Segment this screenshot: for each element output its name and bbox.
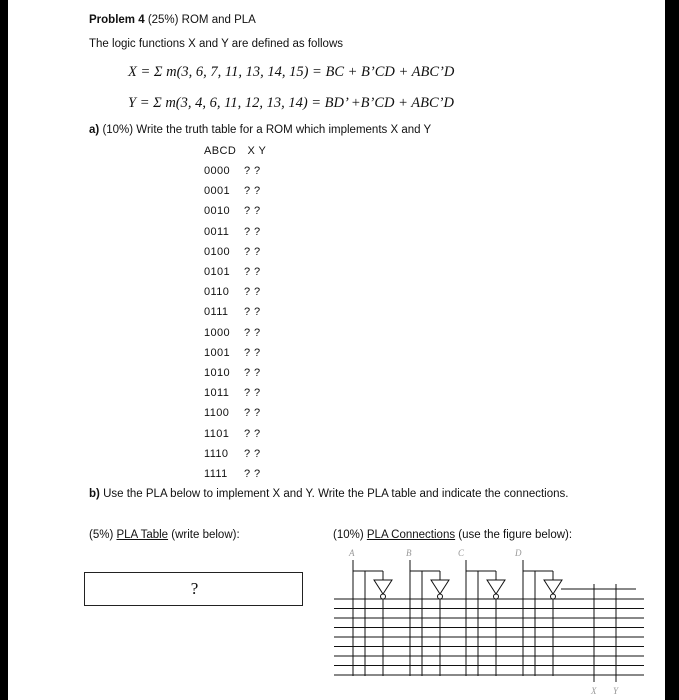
pla-connections-caption	[333, 529, 572, 541]
inverter-triangle	[544, 580, 562, 594]
problem-subtitle: (25%) ROM and PLA	[147, 14, 256, 26]
problem-heading	[89, 14, 256, 26]
input-label-b: B	[406, 548, 412, 558]
truth-table-row	[204, 387, 261, 399]
truth-table-row	[204, 286, 261, 298]
part-b-label: b)	[89, 488, 100, 500]
pla-table-suffix: (write below):	[168, 529, 240, 541]
truth-row-input: 0110	[204, 286, 230, 299]
truth-row-output: ? ?	[244, 165, 261, 177]
truth-row-input: 0111	[204, 306, 229, 319]
truth-table-row	[204, 428, 261, 440]
truth-table-row	[204, 226, 261, 238]
truth-row-input: 1001	[204, 346, 231, 359]
truth-row-input: 1101	[204, 427, 230, 440]
truth-table-row	[204, 165, 261, 177]
truth-table-row	[204, 306, 261, 318]
truth-table-row	[204, 246, 261, 258]
truth-table-row	[204, 266, 261, 278]
truth-table-row	[204, 468, 261, 480]
truth-row-output: ? ?	[244, 387, 261, 400]
truth-row-output: ? ?	[244, 447, 261, 460]
inverter-triangle	[431, 580, 449, 594]
equation-x: X = Σ m(3, 6, 7, 11, 13, 14, 15) = BC + B’CD + ABC’D	[128, 64, 455, 80]
output-label-x: X	[591, 686, 597, 696]
truth-row-output: ? ?	[244, 367, 261, 379]
truth-table-row	[204, 327, 261, 339]
truth-row-input: 0001	[204, 185, 231, 198]
truth-table-header	[204, 145, 266, 157]
equation-y: Y = Σ m(3, 4, 6, 11, 12, 13, 14) = BD’ +B’CD + ABC’D	[128, 95, 454, 111]
truth-table-row	[204, 407, 261, 419]
input-label-a: A	[349, 548, 355, 558]
truth-table-row	[204, 448, 261, 460]
input-label-d: D	[515, 548, 522, 558]
pla-table-answer-box[interactable]	[84, 572, 303, 606]
part-a-text: (10%) Write the truth table for a ROM which implements X and Y	[102, 124, 432, 136]
truth-row-input: 1110	[204, 447, 229, 460]
inverter-triangle	[487, 580, 505, 594]
truth-table-row	[204, 347, 261, 359]
input-label-c: C	[458, 548, 465, 558]
truth-row-output: ? ?	[244, 326, 261, 339]
truth-row-input: 1000	[204, 326, 231, 339]
pla-table-placeholder: ?	[190, 579, 199, 598]
truth-row-output: ? ?	[244, 266, 261, 278]
part-b-prompt	[89, 488, 568, 500]
truth-row-input: 1011	[204, 387, 230, 400]
truth-table-row	[204, 367, 261, 379]
pla-connections-suffix: (use the figure below):	[455, 529, 573, 541]
truth-header-outputs: X Y	[247, 145, 267, 157]
pla-table-caption	[89, 529, 240, 541]
truth-row-input: 0010	[204, 205, 231, 218]
part-a-prompt	[89, 124, 431, 136]
truth-row-input: 0100	[204, 245, 231, 258]
pla-connections-title: PLA Connections	[366, 529, 456, 541]
truth-row-output: ? ?	[244, 185, 261, 198]
truth-row-output: ? ?	[244, 468, 261, 480]
output-label-y: Y	[613, 686, 619, 696]
truth-row-output: ? ?	[244, 407, 261, 420]
pla-connections-prefix: (10%)	[333, 529, 367, 541]
truth-row-output: ? ?	[244, 306, 261, 319]
truth-table-row	[204, 205, 261, 217]
truth-row-input: 1111	[204, 468, 228, 480]
truth-row-output: ? ?	[244, 346, 261, 359]
truth-table-row	[204, 185, 261, 197]
truth-row-output: ? ?	[244, 286, 261, 299]
problem-number: Problem 4	[89, 14, 145, 26]
truth-row-input: 1010	[204, 367, 231, 379]
document-page	[8, 0, 665, 700]
pla-table-title: PLA Table	[116, 529, 169, 541]
truth-row-input: 0000	[204, 165, 231, 177]
part-a-label: a)	[89, 124, 100, 136]
part-b-text: Use the PLA below to implement X and Y. Write the PLA table and indicate the connections.	[103, 488, 569, 500]
truth-row-input: 1100	[204, 407, 230, 420]
truth-row-output: ? ?	[244, 245, 261, 258]
inverter-triangle	[374, 580, 392, 594]
pla-table-prefix: (5%)	[89, 529, 117, 541]
intro-text: The logic functions X and Y are defined as follows	[89, 38, 344, 50]
truth-row-output: ? ?	[244, 427, 261, 440]
truth-row-output: ? ?	[244, 205, 261, 218]
truth-row-input: 0101	[204, 266, 231, 278]
truth-row-input: 0011	[204, 225, 230, 238]
pla-figure	[326, 544, 646, 700]
truth-header-inputs: ABCD	[204, 145, 237, 157]
truth-row-output: ? ?	[244, 225, 261, 238]
